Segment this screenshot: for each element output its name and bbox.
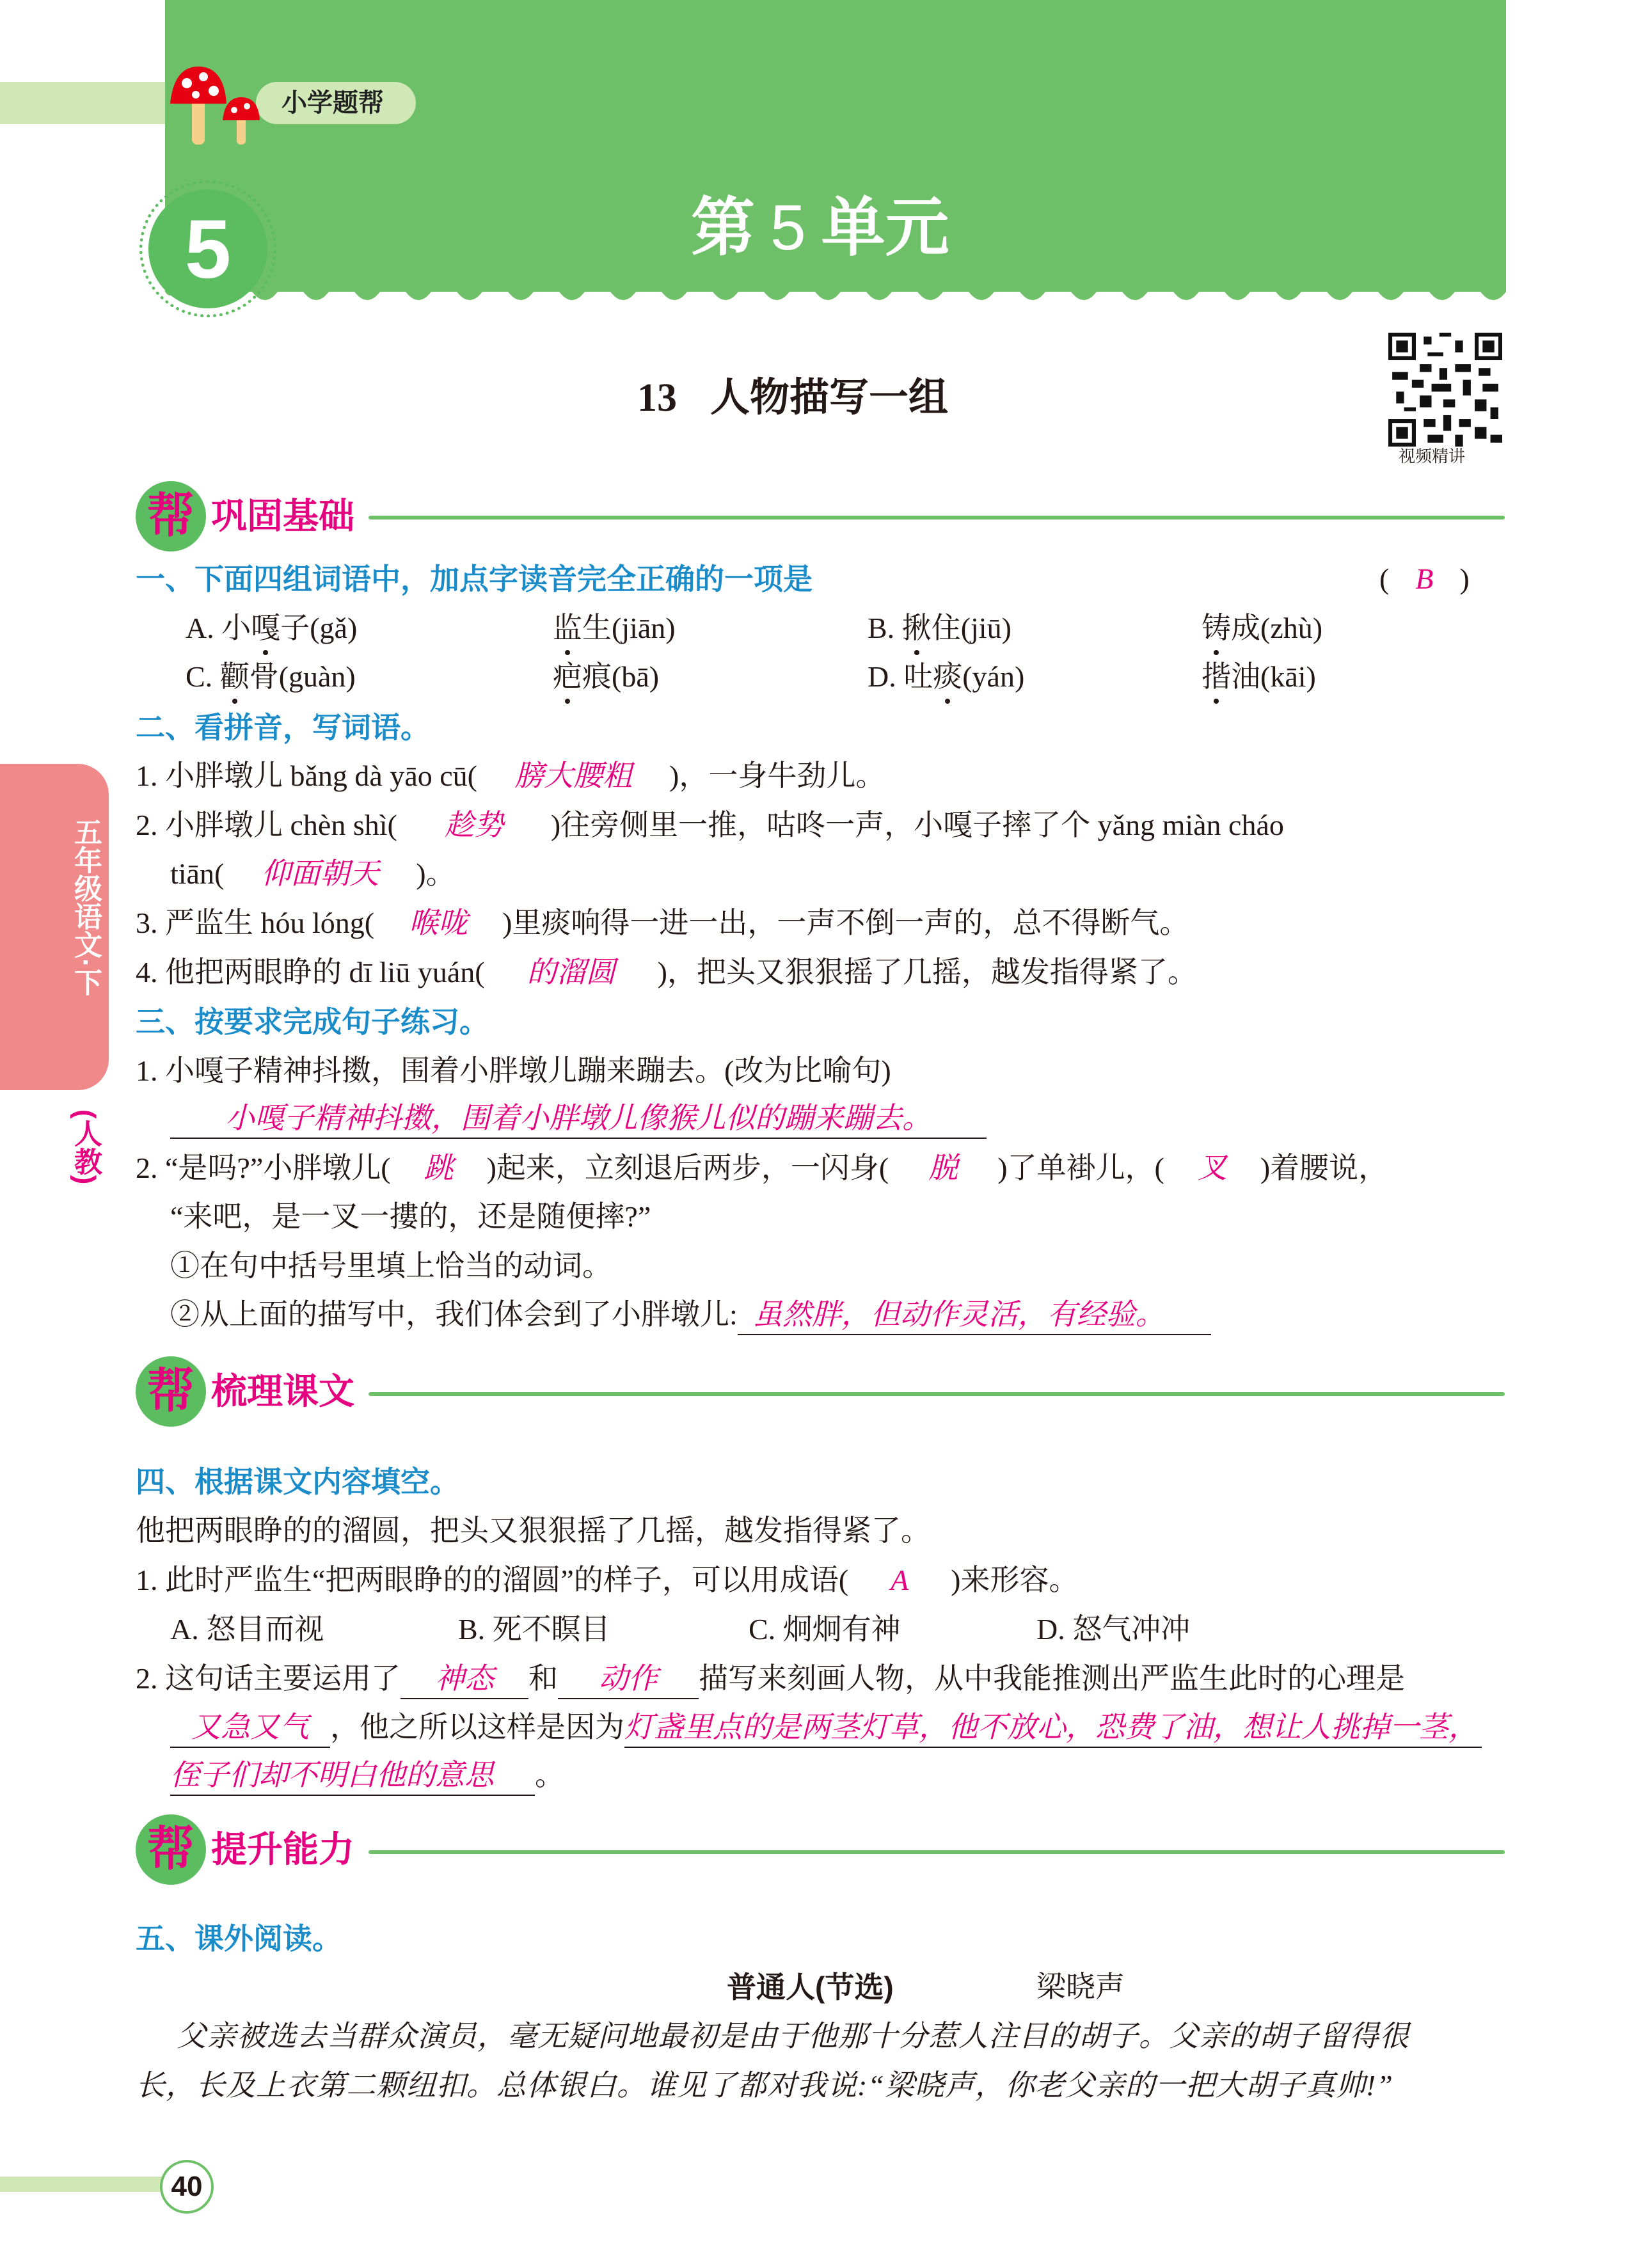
q1-option-a2: 监生(jiān)	[553, 609, 676, 647]
q3-line-1-answer	[170, 1099, 987, 1139]
q3-line-2: 2. “是吗?”小胖墩儿( 跳 )起来，立刻退后两步，一闪身( 脱 )了单褂儿，( 叉 )着腰说，	[136, 1149, 1388, 1187]
q4-answer-6: 侄子们却不明白他的意思	[170, 1756, 535, 1796]
side-tab-edition: (人教)	[70, 1109, 101, 1185]
section-bang-icon: 帮	[136, 1356, 206, 1427]
q1-option-d1: D. 吐痰(yán)	[868, 658, 1024, 696]
q2-answer-2: 趁势	[444, 809, 504, 841]
q1-option-c2: 疤痕(bā)	[553, 658, 659, 696]
q5-title: 五、课外阅读。	[136, 1922, 342, 1955]
q3-answer-2: 跳	[424, 1152, 454, 1184]
lesson-title: 13 人物描写一组	[637, 376, 949, 420]
q4-line-2: 2. 这句话主要运用了 神态 和 动作 描写来刻画人物，从中我能推测出严监生此时的心理是	[136, 1660, 1405, 1699]
q4-quote: 他把两眼睁的的溜圆，把头又狠狠摇了几摇，越发指得紧了。	[136, 1514, 930, 1547]
page-number: 40	[160, 2160, 214, 2214]
q4-answer-2: 神态	[401, 1660, 528, 1699]
q3-answer-5: 虽然胖，但动作灵活，有经验。	[738, 1296, 1211, 1335]
brand-name: 小学题帮	[282, 89, 384, 117]
q3-line-5: ②从上面的描写中，我们体会到了小胖墩儿: 虽然胖，但动作灵活，有经验。	[170, 1296, 1211, 1335]
q1-option-b1: B. 揪住(jiū)	[868, 609, 1011, 647]
q4-title: 四、根据课文内容填空。	[136, 1465, 459, 1498]
article-title: 普通人(节选)	[727, 1971, 894, 2004]
q2-answer-4: 喉咙	[409, 907, 468, 939]
q2-answer-3: 仰面朝天	[261, 857, 379, 890]
q4-option-a: A. 怒目而视	[170, 1613, 324, 1645]
q4-answer-5: 灯盏里点的是两茎灯草，他不放心，恐费了油，想让人挑掉一茎，	[624, 1708, 1482, 1748]
section-bang-icon: 帮	[136, 1814, 206, 1885]
q1-title: 一、下面四组词语中，加点字读音完全正确的一项是	[136, 562, 813, 596]
section-title-review: 梳理课文	[211, 1371, 354, 1411]
q1-option-a1: A. 小嘎子(gǎ)	[186, 609, 357, 647]
q1-answer: B	[1415, 562, 1434, 595]
q4-line-3: 又急又气 ，他之所以这样是因为灯盏里点的是两茎灯草，他不放心，恐费了油，想让人挑掉一茎，	[170, 1708, 1482, 1748]
article-paragraph-line-2: 长，长及上衣第二颗纽扣。总体银白。谁见了都对我说:“梁晓声，你老父亲的一把大胡子真帅!”	[136, 2069, 1393, 2102]
q4-option-d: D. 怒气冲冲	[1036, 1613, 1191, 1645]
banner-wave-edge	[165, 275, 1506, 313]
q4-answer-3: 动作	[558, 1660, 699, 1699]
q1-option-d2: 揩油(kāi)	[1202, 658, 1316, 696]
section-rule	[369, 516, 1505, 519]
side-tab-grade: 五年级语文·下	[70, 818, 101, 996]
section-bang-icon: 帮	[136, 481, 206, 551]
q3-line-4: ①在句中括号里填上恰当的动词。	[170, 1249, 612, 1282]
q3-title: 三、按要求完成句子练习。	[136, 1005, 489, 1038]
q3-answer-1: 小嘎子精神抖擞，围着小胖墩儿像猴儿似的蹦来蹦去。	[170, 1099, 987, 1139]
unit-number: 5	[148, 189, 267, 308]
q3-line-1: 1. 小嘎子精神抖擞，围着小胖墩儿蹦来蹦去。(改为比喻句)	[136, 1054, 891, 1087]
section-rule	[369, 1850, 1505, 1854]
mushroom-logo-icon	[168, 61, 270, 151]
q4-answer-1: A	[891, 1564, 909, 1596]
section-title-consolidate: 巩固基础	[211, 496, 354, 536]
q3-answer-3: 脱	[928, 1152, 958, 1184]
q2-line-1: 1. 小胖墩儿 bǎng dà yāo cū( 膀大腰粗 )，一身牛劲儿。	[136, 757, 885, 795]
q1-option-c1: C. 颧骨(guàn)	[186, 658, 356, 696]
q1-option-b2: 铸成(zhù)	[1202, 609, 1322, 647]
q4-line-4: 侄子们却不明白他的意思 。	[170, 1756, 564, 1796]
q2-answer-1: 膀大腰粗	[514, 759, 632, 792]
q4-option-b: B. 死不瞑目	[458, 1613, 610, 1645]
article-author: 梁晓声	[1036, 1971, 1125, 2003]
q3-line-3: “来吧，是一叉一摟的，还是随便摔?”	[170, 1200, 651, 1233]
q2-line-5: 4. 他把两眼睁的 dī liū yuán( 的溜圆 )，把头又狠狠摇了几摇，越发指得紧了。	[136, 953, 1197, 992]
section-title-improve: 提升能力	[211, 1829, 354, 1869]
unit-title: 第 5 单元	[691, 192, 949, 264]
q2-line-4: 3. 严监生 hóu lóng( 喉咙 )里痰响得一进一出，一声不倒一声的，总不得断气。	[136, 904, 1189, 942]
q4-option-c: C. 炯炯有神	[749, 1613, 901, 1645]
q2-line-2: 2. 小胖墩儿 chèn shì( 趁势 )往旁侧里一推，咕咚一声，小嘎子摔了个 yǎng miàn cháo	[136, 806, 1284, 845]
q2-answer-5: 的溜圆	[527, 956, 615, 988]
q2-title: 二、看拼音，写词语。	[136, 711, 430, 744]
article-paragraph-line-1: 父亲被选去当群众演员，毫无疑问地最初是由于他那十分惹人注目的胡子。父亲的胡子留得很	[177, 2020, 1409, 2052]
q2-line-3: tiān( 仰面朝天 )。	[170, 855, 456, 893]
q4-answer-4: 又急又气	[170, 1708, 330, 1748]
qr-code-icon[interactable]	[1388, 333, 1502, 447]
section-rule	[369, 1392, 1505, 1396]
q1-answer-bracket: ( B )	[1379, 560, 1470, 598]
q3-answer-4: 叉	[1197, 1152, 1227, 1184]
qr-caption: 视频精讲	[1399, 447, 1466, 466]
q4-line-1: 1. 此时严监生“把两眼睁的的溜圆”的样子，可以用成语( A )来形容。	[136, 1561, 1078, 1599]
